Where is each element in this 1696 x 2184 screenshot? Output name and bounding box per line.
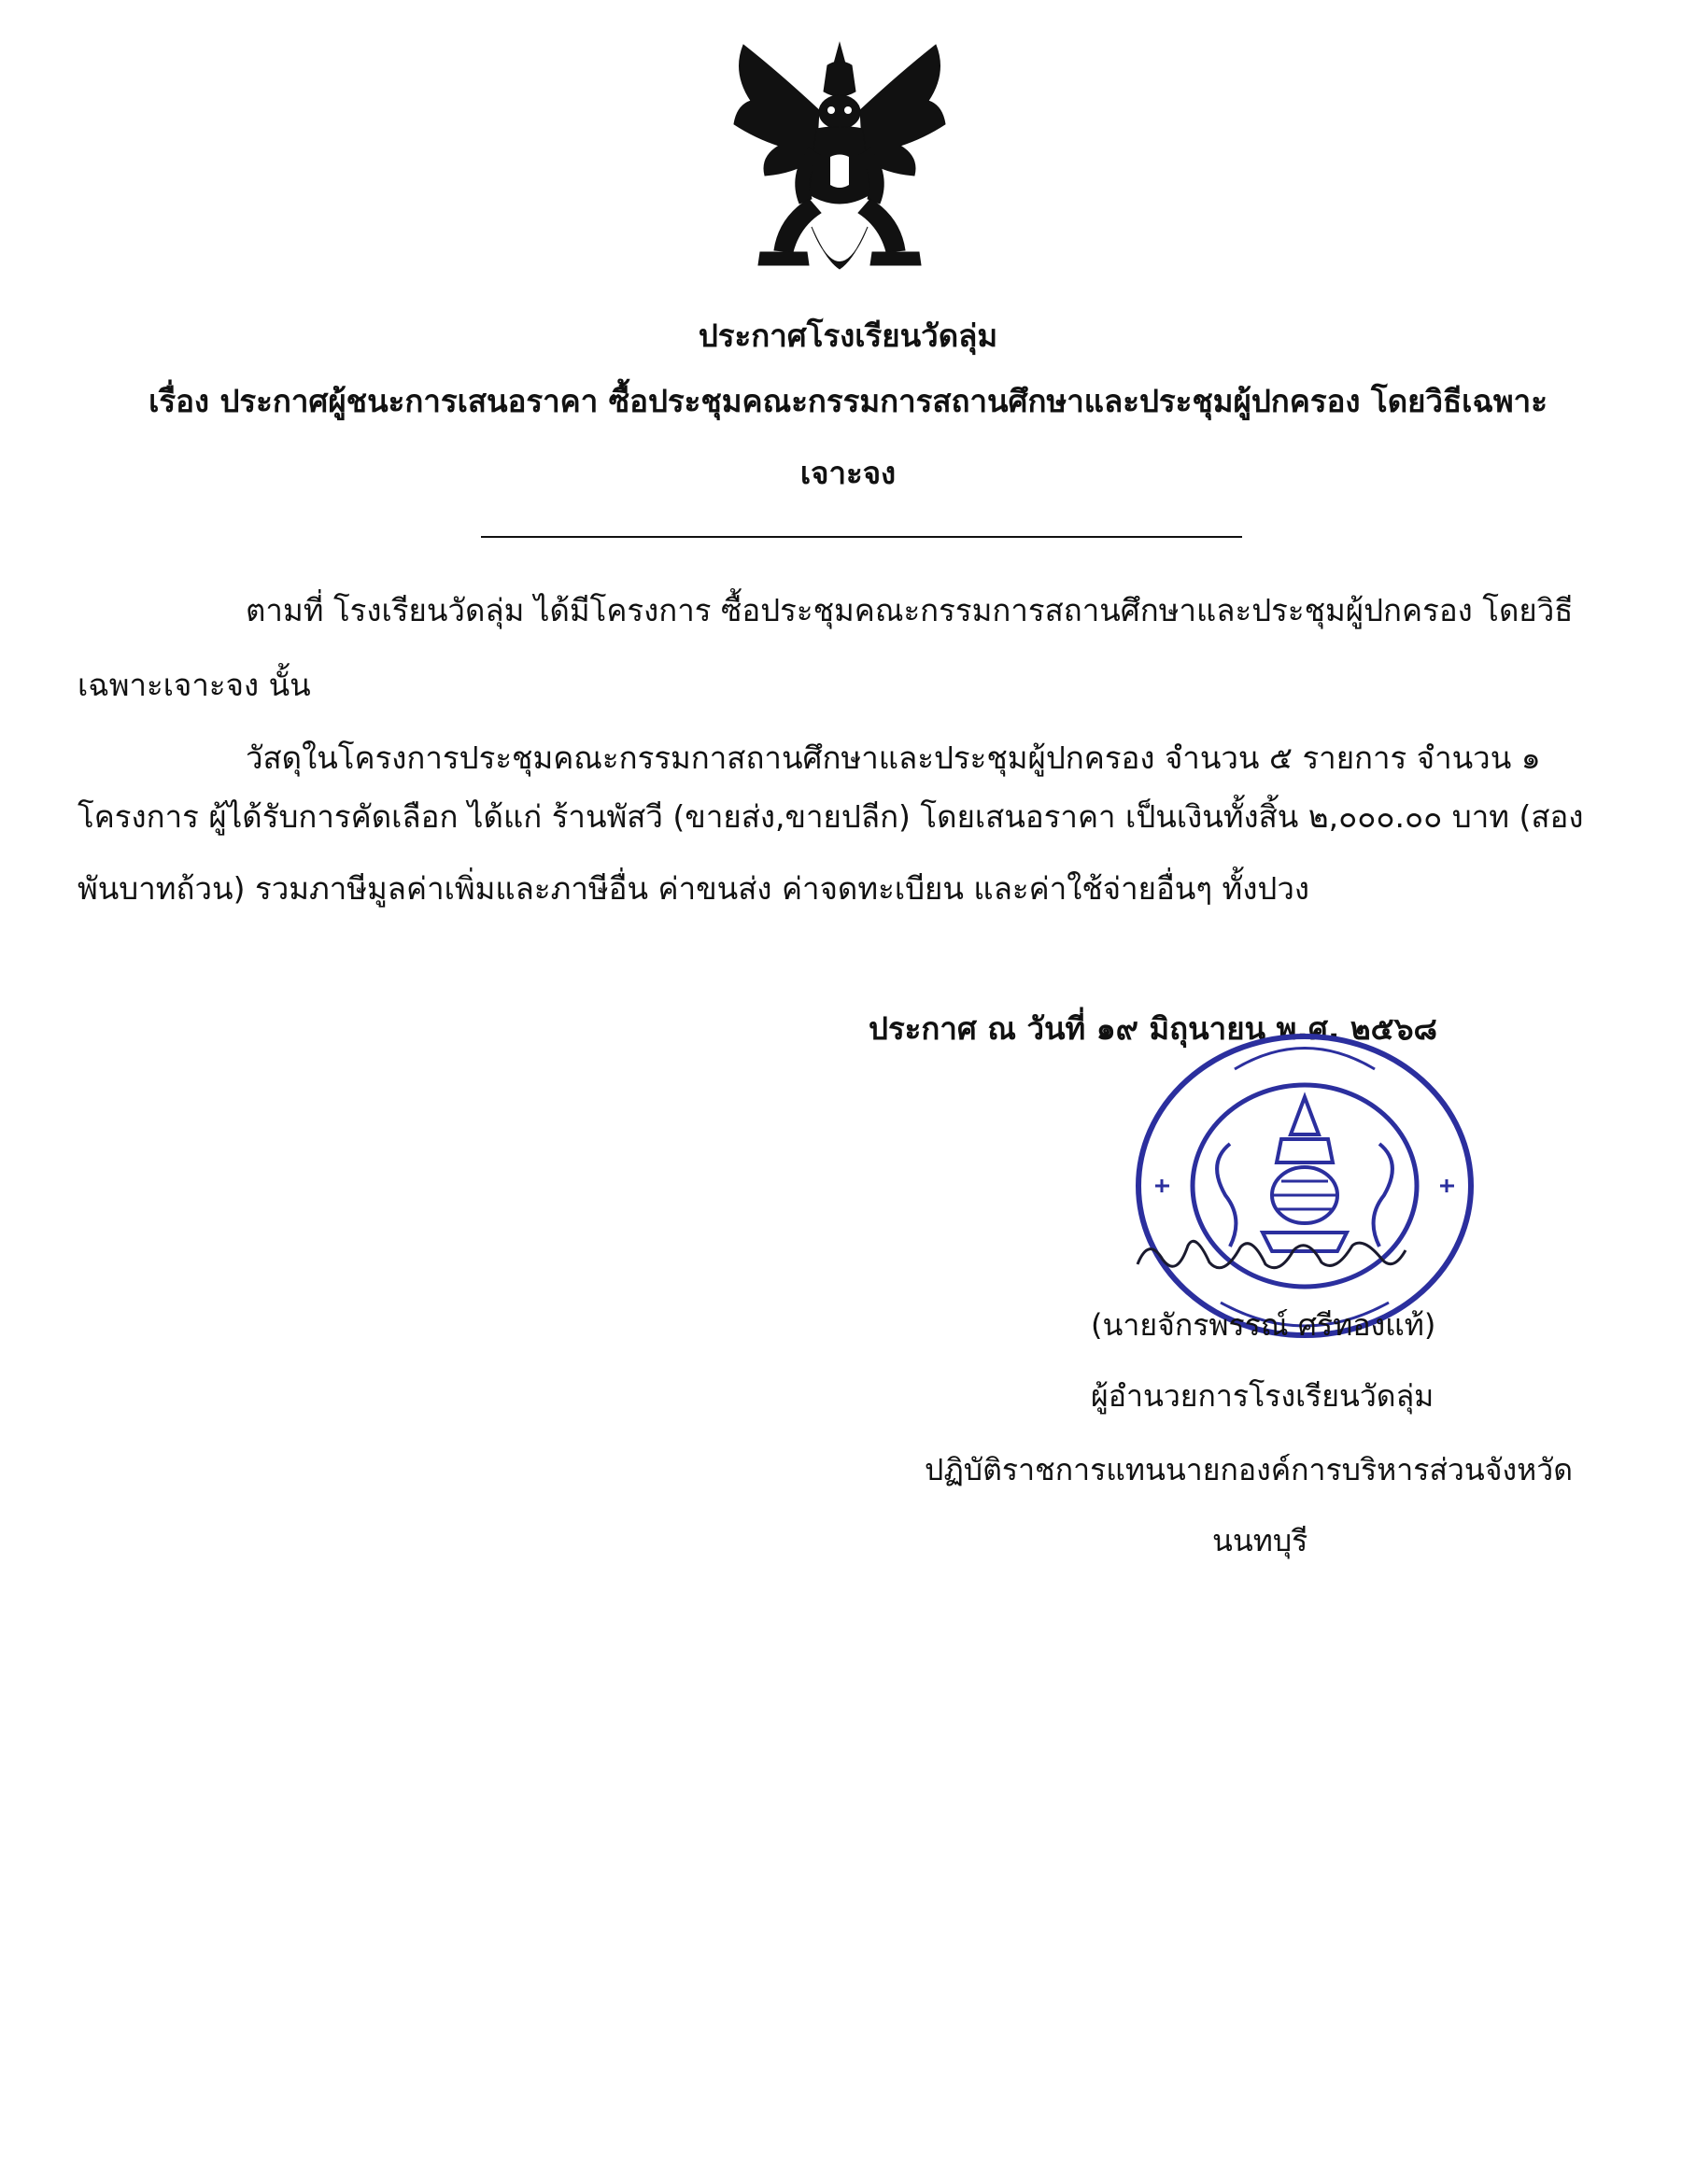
announcement-date: ประกาศ ณ วันที่ ๑๙ มิถุนายน พ.ศ. ๒๕๖๘ bbox=[869, 1010, 1437, 1047]
paragraph-1-line-1: ตามที่ โรงเรียนวัดลุ่ม ได้มีโครงการ ซื้อประชุมคณะกรรมการสถานศึกษาและประชุมผู้ปกครอง โดยวิธี bbox=[246, 592, 1574, 628]
paragraph-2-line-2: โครงการ ผู้ได้รับการคัดเลือก ได้แก่ ร้านพัสวี (ขายส่ง,ขายปลีก) โดยเสนอราคา เป็นเงินทั้งสิ้น ๒,๐๐๐.๐๐ บาท (สอง bbox=[78, 798, 1584, 835]
acting-line-1: ปฏิบัติราชการแทนนายกองค์การบริหารส่วนจังหวัด bbox=[925, 1452, 1573, 1487]
title-divider bbox=[481, 536, 1242, 538]
paragraph-2-line-1: วัสดุในโครงการประชุมคณะกรรมกาสถานศึกษาและประชุมผู้ปกครอง จำนวน ๕ รายการ จำนวน ๑ bbox=[246, 740, 1541, 776]
subject-line-2: เจาะจง bbox=[799, 455, 897, 491]
acting-line-2: นนทบุรี bbox=[1212, 1523, 1308, 1558]
paragraph-2-line-3: พันบาทถ้วน) รวมภาษีมูลค่าเพิ่มและภาษีอื่น ค่าขนส่ง ค่าจดทะเบียน และค่าใช้จ่ายอื่นๆ ทั้งปวง bbox=[78, 870, 1310, 907]
paragraph-1-line-2: เฉพาะเจาะจง นั้น bbox=[78, 667, 311, 703]
subject-line-1: เรื่อง ประกาศผู้ชนะการเสนอราคา ซื้อประชุมคณะกรรมการสถานศึกษาและประชุมผู้ปกครอง โดยวิธีเฉพาะ bbox=[148, 383, 1548, 419]
announcement-title: ประกาศโรงเรียนวัดลุ่ม bbox=[698, 317, 998, 354]
handwritten-signature-icon bbox=[1130, 1227, 1410, 1283]
garuda-emblem-icon bbox=[723, 35, 956, 306]
director-name: (นายจักรพรรณ์ ศรีทองแท้) bbox=[1091, 1307, 1436, 1343]
director-position: ผู้อำนวยการโรงเรียนวัดลุ่ม bbox=[1091, 1378, 1435, 1414]
school-seal-stamp-icon bbox=[1132, 1032, 1477, 1340]
